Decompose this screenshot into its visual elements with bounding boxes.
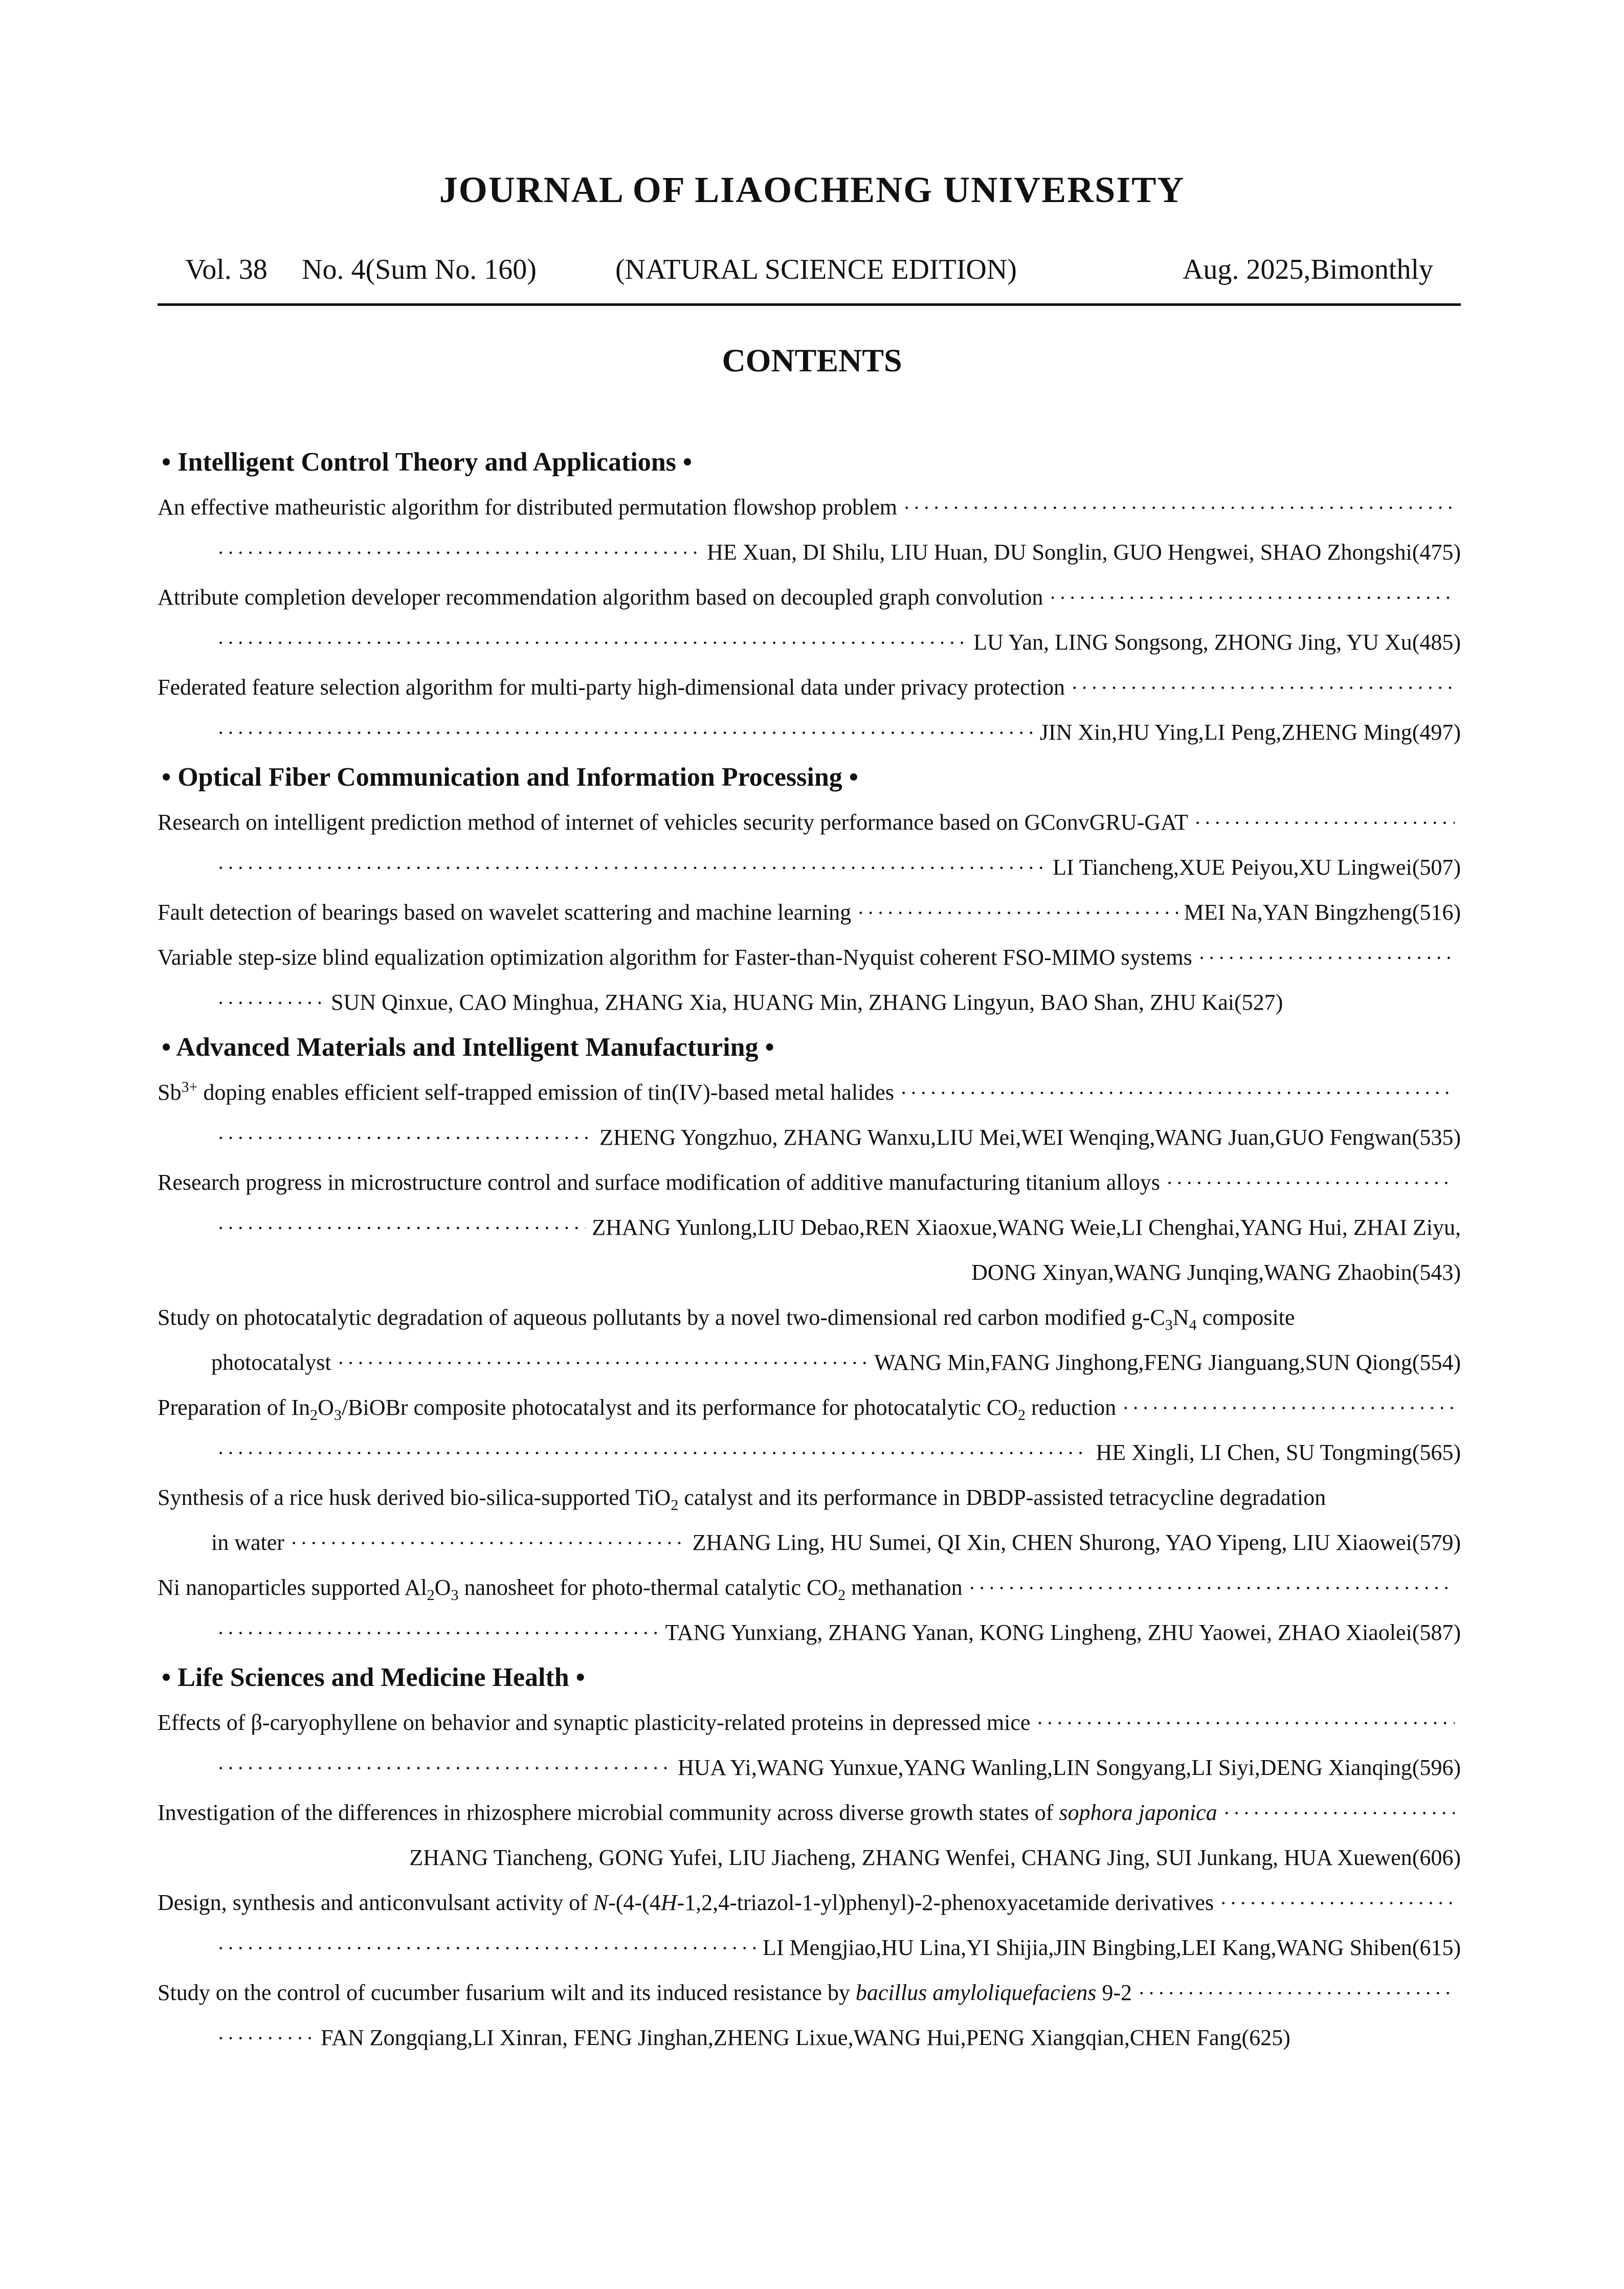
issue-line: [158, 253, 1461, 294]
article-title-line[interactable]: [158, 1475, 1461, 1520]
article-page: (485): [1412, 630, 1461, 655]
article-authors: LI Mengjiao,HU Lina,YI Shijia,JIN Bingbing,LEI Kang,WANG Shiben: [762, 1935, 1412, 1960]
article-page: (565): [1412, 1440, 1461, 1465]
article-title-line[interactable]: [158, 1880, 1461, 1925]
contents-title: CONTENTS: [722, 342, 902, 379]
article-title-line[interactable]: [158, 1970, 1461, 2015]
article-title: Research on intelligent prediction method of internet of vehicles security performance based on GConvGRU-GAT: [158, 810, 1188, 835]
article-authors: LI Tiancheng,XUE Peiyou,XU Lingwei: [1052, 855, 1412, 880]
dot-leader: [857, 891, 1177, 936]
article-author-line: [158, 1520, 1461, 1565]
table-of-contents: [158, 440, 1461, 2060]
article-title-line[interactable]: [158, 1565, 1461, 1610]
article-title: Effects of β-caryophyllene on behavior and synaptic plasticity-related proteins in depressed mice: [158, 1710, 1031, 1735]
dot-leader: [1198, 936, 1455, 981]
article-title-line[interactable]: [158, 575, 1461, 620]
article-page: (596): [1412, 1755, 1461, 1780]
article-title-cont: in water: [211, 1530, 284, 1555]
article-authors: TANG Yunxiang, ZHANG Yanan, KONG Lingheng, ZHU Yaowei, ZHAO Xiaolei: [665, 1620, 1412, 1645]
dot-leader: [1049, 575, 1455, 620]
edition-label: (NATURAL SCIENCE EDITION): [615, 254, 1017, 285]
article-author-line: [158, 1340, 1461, 1385]
article-author-line: [158, 710, 1461, 755]
dot-leader: [1220, 1881, 1455, 1926]
article-title-line[interactable]: [158, 1070, 1461, 1115]
section-heading: • Intelligent Control Theory and Applications •: [162, 448, 693, 477]
article-page: (535): [1412, 1125, 1461, 1150]
article-title-line[interactable]: [158, 485, 1461, 530]
issue-label: No. 4(Sum No. 160): [302, 254, 537, 285]
article-title: Design, synthesis and anticonvulsant activity of N-(4-(4H-1,2,4-triazol-1-yl)phenyl)-2-phenoxyacetamide derivatives: [158, 1890, 1214, 1915]
article-title-line[interactable]: [158, 935, 1461, 980]
article-author-line: [158, 1430, 1461, 1475]
dot-leader: [1138, 1971, 1455, 2016]
article-title: Fault detection of bearings based on wavelet scattering and machine learning: [158, 900, 852, 925]
article-author-line: [158, 1250, 1461, 1295]
article-page: (606): [1412, 1845, 1461, 1870]
article-authors: LU Yan, LING Songsong, ZHONG Jing, YU Xu: [973, 630, 1412, 655]
article-title: Investigation of the differences in rhizosphere microbial community across diverse growth states of sophora japonica: [158, 1800, 1217, 1825]
dot-leader: [1166, 1161, 1455, 1206]
dot-leader: [338, 1341, 869, 1386]
article-title-line[interactable]: [158, 1790, 1461, 1835]
dot-leader: [217, 1746, 672, 1791]
dot-leader: [1223, 1791, 1455, 1836]
article-title: Ni nanoparticles supported $Al_2O_3$ nanosheet for photo-thermal catalytic $CO_2$ methanation: [158, 1575, 963, 1604]
article-authors: ZHANG Tiancheng, GONG Yufei, LIU Jiacheng, ZHANG Wenfei, CHANG Jing, SUI Junkang, HUA Xuewen: [409, 1845, 1412, 1870]
article-page: (516): [1412, 900, 1461, 925]
article-title: Attribute completion developer recommendation algorithm based on decoupled graph convolution: [158, 585, 1043, 610]
article-author-line: [158, 530, 1461, 575]
article-authors: ZHENG Yongzhuo, ZHANG Wanxu,LIU Mei,WEI Wenqing,WANG Juan,GUO Fengwan: [599, 1125, 1412, 1150]
dot-leader: [217, 846, 1047, 891]
article-title-line[interactable]: [158, 1385, 1461, 1430]
section-heading: • Optical Fiber Communication and Information Processing •: [162, 763, 858, 792]
article-title-line[interactable]: [158, 800, 1461, 845]
dot-leader: [903, 485, 1455, 530]
article-title: Preparation of $In_2O_3$/BiOBr composite photocatalyst and its performance for photocatalytic $CO_2$ reduction: [158, 1395, 1117, 1424]
article-title: Study on the control of cucumber fusarium wilt and its induced resistance by bacillus amyloliquefaciens 9-2: [158, 1980, 1132, 2005]
article-authors: HUA Yi,WANG Yunxue,YANG Wanling,LIN Songyang,LI Siyi,DENG Xianqing: [677, 1755, 1412, 1780]
dot-leader: [217, 530, 701, 575]
article-author-line: [158, 1835, 1461, 1880]
article-page: (543): [1412, 1260, 1461, 1285]
article-authors: MEI Na,YAN Bingzheng: [1184, 900, 1412, 925]
dot-leader: [217, 1116, 593, 1161]
section-heading: • Life Sciences and Medicine Health •: [162, 1663, 585, 1692]
article-title-line[interactable]: [158, 1295, 1461, 1340]
article-author-line: [158, 1205, 1461, 1250]
dot-leader: [217, 981, 325, 1026]
article-authors: FAN Zongqiang,LI Xinran, FENG Jinghan,ZHENG Lixue,WANG Hui,PENG Xiangqian,CHEN Fang: [321, 2025, 1242, 2050]
article-page: (615): [1412, 1935, 1461, 1960]
article-page: (587): [1412, 1620, 1461, 1645]
article-title-cont: photocatalyst: [211, 1350, 331, 1375]
dot-leader: [217, 1206, 586, 1251]
article-title: Federated feature selection algorithm for multi-party high-dimensional data under privacy protection: [158, 675, 1065, 700]
article-title: Variable step-size blind equalization optimization algorithm for Faster-than-Nyquist coherent FSO-MIMO systems: [158, 945, 1192, 970]
article-author-line: [158, 845, 1461, 890]
article-title-line[interactable]: [158, 890, 1461, 935]
article-page: (497): [1412, 720, 1461, 745]
article-title-line[interactable]: [158, 1160, 1461, 1205]
dot-leader: [217, 1926, 757, 1971]
article-authors: JIN Xin,HU Ying,LI Peng,ZHENG Ming: [1039, 720, 1412, 745]
article-page: (579): [1412, 1530, 1461, 1555]
article-page: (475): [1412, 540, 1461, 565]
dot-leader: [217, 710, 1034, 755]
dot-leader: [900, 1071, 1455, 1116]
article-author-line: [158, 1925, 1461, 1970]
article-title: Synthesis of a rice husk derived bio-silica-supported TiO$_2$ catalyst and its performance in DBDP-assisted tetracycline degradation: [158, 1485, 1326, 1514]
article-authors: HE Xuan, DI Shilu, LIU Huan, DU Songlin, GUO Hengwei, SHAO Zhongshi: [707, 540, 1412, 565]
header-rule: [158, 303, 1461, 306]
dot-leader: [1122, 1386, 1455, 1431]
volume-label: Vol. 38: [185, 254, 268, 285]
journal-title: JOURNAL OF LIAOCHENG UNIVERSITY: [439, 169, 1185, 210]
article-authors: HE Xingli, LI Chen, SU Tongming: [1096, 1440, 1412, 1465]
article-title-line[interactable]: [158, 665, 1461, 710]
article-author-line: [158, 980, 1461, 1025]
article-author-line: [158, 1115, 1461, 1160]
article-page: (507): [1412, 855, 1461, 880]
article-authors: ZHANG Yunlong,LIU Debao,REN Xiaoxue,WANG Weie,LI Chenghai,YANG Hui, ZHAI Ziyu,: [592, 1215, 1461, 1240]
article-author-line: [158, 1745, 1461, 1790]
article-authors: ZHANG Ling, HU Sumei, QI Xin, CHEN Shurong, YAO Yipeng, LIU Xiaowei: [692, 1530, 1412, 1555]
date-label: Aug. 2025,Bimonthly: [1182, 254, 1433, 285]
article-authors: SUN Qinxue, CAO Minghua, ZHANG Xia, HUANG Min, ZHANG Lingyun, BAO Shan, ZHU Kai: [331, 990, 1234, 1015]
dot-leader: [1036, 1701, 1455, 1746]
article-page: (527): [1234, 990, 1283, 1015]
article-author-line: [158, 1610, 1461, 1655]
dot-leader: [217, 1611, 659, 1656]
dot-leader: [1194, 801, 1455, 846]
article-title-line[interactable]: [158, 1700, 1461, 1745]
article-author-line: [158, 620, 1461, 665]
article-title: An effective matheuristic algorithm for distributed permutation flowshop problem: [158, 495, 897, 520]
article-title: Study on photocatalytic degradation of aqueous pollutants by a novel two-dimensional red carbon modified $g-C_3N_4$ composite: [158, 1305, 1295, 1334]
dot-leader: [1071, 665, 1455, 710]
article-page: (625): [1241, 2025, 1291, 2050]
dot-leader: [217, 1431, 1089, 1476]
dot-leader: [969, 1566, 1455, 1611]
article-title: Research progress in microstructure control and surface modification of additive manufacturing titanium alloys: [158, 1170, 1160, 1195]
article-title: $Sb^{3+}$ doping enables efficient self-trapped emission of tin(IV)-based metal halides: [158, 1078, 894, 1105]
dot-leader: [291, 1521, 686, 1566]
article-author-line: [158, 2015, 1461, 2060]
article-authors: DONG Xinyan,WANG Junqing,WANG Zhaobin: [971, 1260, 1412, 1285]
dot-leader: [217, 620, 967, 665]
dot-leader: [217, 2016, 315, 2061]
section-heading: • Advanced Materials and Intelligent Manufacturing •: [162, 1033, 774, 1062]
article-authors: WANG Min,FANG Jinghong,FENG Jianguang,SUN Qiong: [874, 1350, 1412, 1375]
article-page: (554): [1412, 1350, 1461, 1375]
